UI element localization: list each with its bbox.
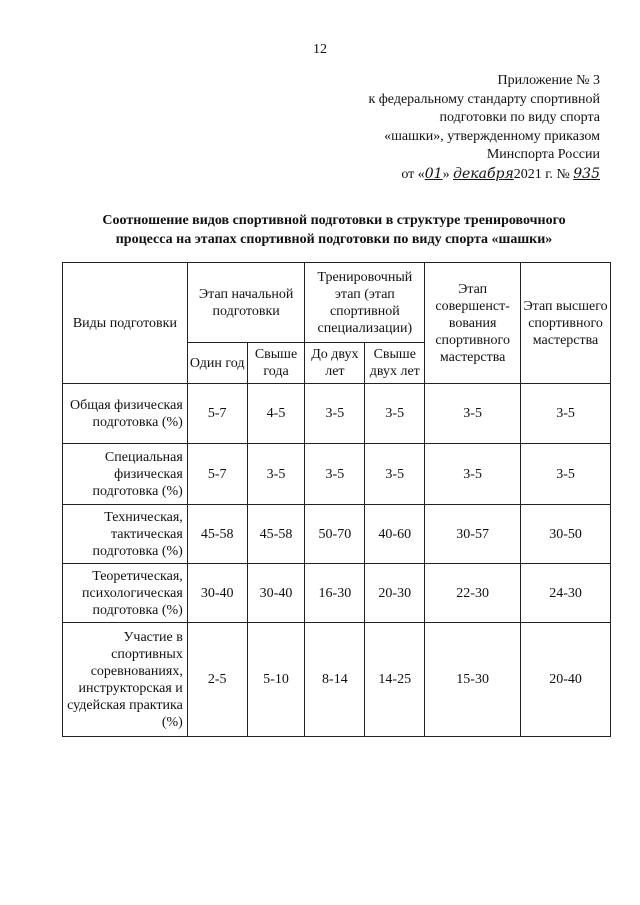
appendix-line: к федеральному стандарту спортивной: [368, 91, 600, 107]
appendix-block: [300, 72, 600, 184]
table-cell: 3-5: [365, 444, 425, 505]
header-initial-stage: Этап начальной подготовки: [187, 263, 305, 343]
order-date-line: [300, 165, 600, 185]
table-cell: 5-7: [187, 384, 247, 444]
year-text: 2021 г. №: [513, 166, 574, 182]
table-cell: 3-5: [305, 384, 365, 444]
row-label: Техническая, тактическая подготовка (%): [63, 505, 188, 564]
appendix-line: Минспорта России: [486, 147, 600, 162]
header-training-stage: Тренировочный этап (этап спортивной специализации): [305, 263, 425, 343]
table-cell: 3-5: [365, 384, 425, 444]
table-cell: 5-10: [247, 623, 305, 737]
subheader-cell: Свыше двух лет: [365, 343, 425, 384]
table-cell: 30-57: [425, 505, 521, 564]
appendix-line: Приложение № 3: [497, 73, 600, 88]
table-cell: 3-5: [425, 444, 521, 505]
table-cell: 30-50: [521, 505, 611, 564]
title-line: Соотношение видов спортивной подготовки в структуре тренировочного: [102, 213, 566, 228]
table-cell: 3-5: [247, 444, 305, 505]
table-cell: 20-40: [521, 623, 611, 737]
header-highest-stage: Этап высшего спортивного мастерства: [521, 263, 611, 384]
row-label: Теоретическая, психологическая подготовка (%): [63, 564, 188, 623]
table-row: [63, 564, 611, 623]
title-line: процесса на этапах спортивной подготовки по виду спорта «шашки»: [115, 232, 553, 247]
table-cell: 24-30: [521, 564, 611, 623]
handwritten-order-number: 935: [573, 165, 600, 182]
table-row: [63, 384, 611, 444]
table-row: [63, 623, 611, 737]
row-label: Специальная физическая подготовка (%): [63, 444, 188, 505]
table-row: [63, 505, 611, 564]
document-title: [60, 211, 608, 249]
table-cell: 20-30: [365, 564, 425, 623]
table-cell: 14-25: [365, 623, 425, 737]
appendix-line: «шашки», утвержденному приказом: [384, 128, 600, 144]
table-cell: 3-5: [521, 444, 611, 505]
table-cell: 15-30: [425, 623, 521, 737]
table-cell: 3-5: [425, 384, 521, 444]
appendix-line: подготовки по виду спорта: [439, 110, 600, 125]
table-cell: 22-30: [425, 564, 521, 623]
handwritten-month: декабря: [453, 165, 514, 182]
page-number: 12: [313, 42, 327, 57]
table-row: [63, 444, 611, 505]
table-cell: 16-30: [305, 564, 365, 623]
handwritten-day: 01: [424, 165, 443, 182]
subheader-cell: Свыше года: [247, 343, 305, 384]
training-ratio-table: [62, 262, 611, 737]
table-cell: 4-5: [247, 384, 305, 444]
table-cell: 45-58: [247, 505, 305, 564]
table-cell: 45-58: [187, 505, 247, 564]
date-prefix: от «: [401, 166, 425, 182]
table-cell: 30-40: [187, 564, 247, 623]
table-cell: 3-5: [305, 444, 365, 505]
table-cell: 5-7: [187, 444, 247, 505]
row-label: Участие в спортивных соревнованиях, инструкторская и судейская практика (%): [63, 623, 188, 737]
header-improvement-stage: Этап совершенст-вования спортивного мастерства: [425, 263, 521, 384]
table-cell: 8-14: [305, 623, 365, 737]
table-cell: 2-5: [187, 623, 247, 737]
subheader-cell: До двух лет: [305, 343, 365, 384]
table-cell: 50-70: [305, 505, 365, 564]
day-separator: »: [442, 166, 454, 182]
header-kinds: Виды подготовки: [63, 263, 188, 384]
row-label: Общая физическая подготовка (%): [63, 384, 188, 444]
table-cell: 30-40: [247, 564, 305, 623]
table-cell: 3-5: [521, 384, 611, 444]
table-cell: 40-60: [365, 505, 425, 564]
subheader-cell: Один год: [187, 343, 247, 384]
